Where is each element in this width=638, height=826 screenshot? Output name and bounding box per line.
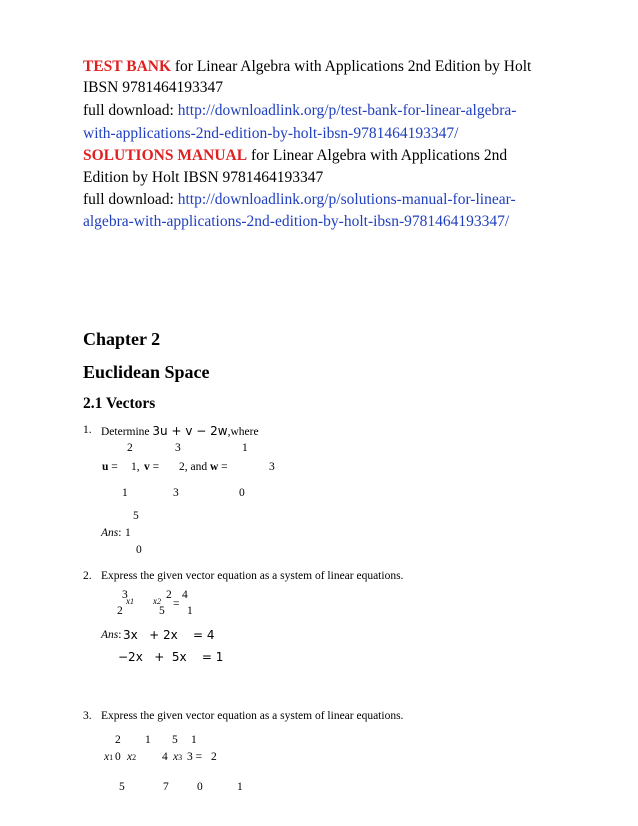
p2-rhs-bottom: 1 (187, 605, 193, 617)
u-mid: 1, (131, 461, 140, 473)
p3-col1-mid: 0 (115, 751, 121, 763)
problem-1-number: 1. (83, 424, 92, 436)
solutions-download (83, 190, 516, 210)
answer-1-top: 5 (133, 510, 139, 522)
answer-1-mid: 1 (125, 527, 131, 539)
p2-equals: = (173, 598, 180, 610)
w-bottom: 0 (239, 487, 245, 499)
p2-col1-bottom: 2 (117, 605, 123, 617)
p3-rhs-top: 1 (191, 734, 197, 746)
vector-definitions: u = (102, 461, 118, 473)
problem-1-expression: 3u + v − 2w (152, 424, 228, 438)
p3-rhs-mid: 2 (211, 751, 217, 763)
p3-col3-mid: 3 = (187, 751, 203, 763)
v-mid: 2, and w = (179, 461, 228, 473)
problem-1-where: ,where (227, 426, 259, 438)
u-bottom: 1 (122, 487, 128, 499)
p3-col2-bottom: 7 (163, 781, 169, 793)
p3-col3-top: 5 (172, 734, 178, 746)
w-top: 1 (242, 442, 248, 454)
download-prefix: full download: (83, 102, 178, 119)
answer-1-label: Ans: (101, 527, 122, 539)
problem-2-text: Express the given vector equation as a system of linear equations. (101, 570, 404, 582)
p3-x3: x3 (173, 751, 183, 763)
problem-1-text (101, 424, 259, 438)
p3-col2-top: 1 (145, 734, 151, 746)
answer-1-bottom: 0 (136, 544, 142, 556)
u-top: 2 (127, 442, 133, 454)
v-bottom: 3 (173, 487, 179, 499)
p3-col1-bottom: 5 (119, 781, 125, 793)
chapter-subtitle: Euclidean Space (83, 362, 210, 382)
solutions-title: for Linear Algebra with Applications 2nd (247, 147, 508, 164)
p2-col2-top: 2 (166, 589, 172, 601)
p3-x2: x2 (127, 751, 137, 763)
v-label: v (144, 461, 150, 473)
solutions-isbn: Edition by Holt IBSN 9781464193347 (83, 169, 324, 186)
answer-2-label: Ans: (101, 629, 122, 641)
answer-2-equation-2: −2x + 5x = 1 (118, 650, 224, 664)
download-prefix: full download: (83, 191, 178, 208)
test-bank-label: TEST BANK (83, 58, 172, 75)
w-label: w (209, 461, 219, 473)
test-bank-title: for Linear Algebra with Applications 2nd Edition by Holt (171, 58, 532, 75)
problem-3-text: Express the given vector equation as a system of linear equations. (101, 710, 404, 722)
p3-col2-mid: 4 (162, 751, 168, 763)
test-bank-link-part2[interactable]: with-applications-2nd-edition-by-holt-ibsn-9781464193347/ (83, 125, 459, 142)
problem-2-number: 2. (83, 570, 92, 582)
solutions-link-part2[interactable]: algebra-with-applications-2nd-edition-by-holt-ibsn-9781464193347/ (83, 213, 510, 230)
p2-rhs-top: 4 (182, 589, 188, 601)
problem-1-prompt: Determine (101, 426, 150, 438)
test-bank-isbn: IBSN 9781464193347 (83, 79, 223, 96)
p2-col1-top: 3 (122, 589, 128, 601)
p2-col2-bottom: 5 (159, 605, 165, 617)
solutions-label: SOLUTIONS MANUAL (83, 147, 248, 164)
p2-x2: x2 (153, 596, 161, 606)
p3-rhs-bottom: 1 (237, 781, 243, 793)
p3-col3-bottom: 0 (197, 781, 203, 793)
u-label: u (102, 461, 109, 473)
solutions-line (83, 146, 507, 166)
v-top: 3 (175, 442, 181, 454)
test-bank-line (83, 57, 531, 77)
solutions-link-part1[interactable]: http://downloadlink.org/p/solutions-manual-for-linear- (177, 191, 516, 208)
problem-3-number: 3. (83, 710, 92, 722)
v-definition: v = (144, 461, 160, 473)
p2-x1: x1 (126, 596, 134, 606)
test-bank-link-part1[interactable]: http://downloadlink.org/p/test-bank-for-linear-algebra- (177, 102, 517, 119)
section-title: 2.1 Vectors (83, 395, 156, 412)
chapter-title: Chapter 2 (83, 329, 161, 349)
test-bank-download (83, 101, 516, 121)
p3-col1-top: 2 (115, 734, 121, 746)
w-mid: 3 (269, 461, 275, 473)
answer-2-equation-1: 3x + 2x = 4 (123, 628, 215, 642)
p3-x1: x1 (104, 751, 114, 763)
